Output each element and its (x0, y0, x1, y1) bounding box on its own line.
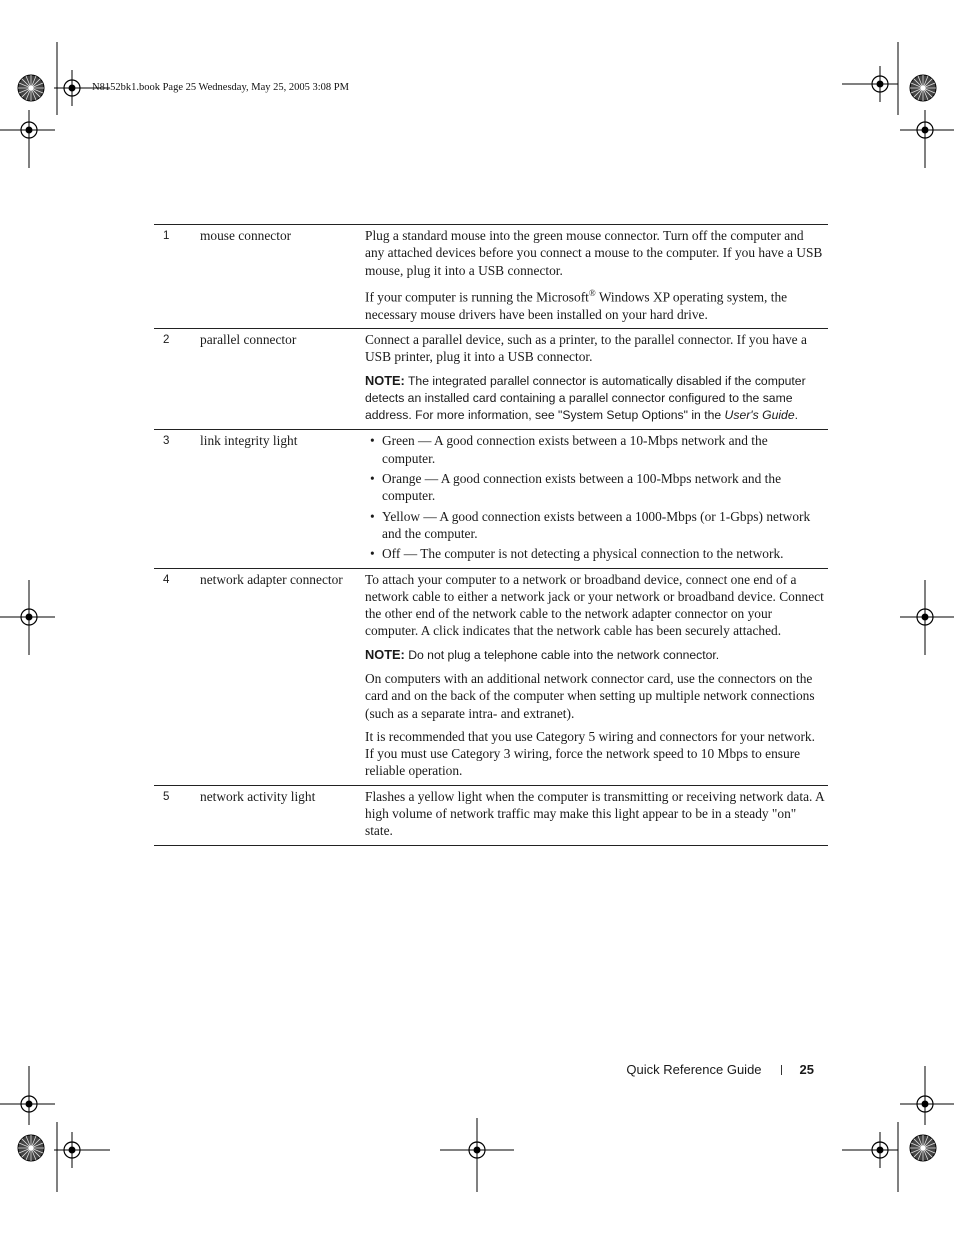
row-label: network adapter connector (200, 571, 343, 587)
row-label: parallel connector (200, 331, 297, 347)
bullet-list (365, 432, 824, 562)
page-number: 25 (799, 1062, 814, 1077)
list-item: • Yellow — A good connection exists between a 1000-Mbps (or 1-Gbps) network and the computer. (365, 508, 824, 543)
table-row (154, 430, 828, 568)
list-item: • Orange — A good connection exists between a 100-Mbps network and the computer. (365, 470, 824, 505)
row-label: network activity light (200, 788, 316, 804)
text: Windows XP operating system, the necessary mouse drivers have been installed on your hard drive. (365, 289, 788, 322)
note-text: Do not plug a telephone cable into the network connector. (404, 647, 720, 662)
footer-separator (781, 1065, 782, 1075)
paragraph: It is recommended that you use Category 5 wiring and connectors for your network. If you must use Category 3 wiring, force the network speed to 10 Mbps to ensure reliable operation. (365, 728, 815, 779)
paragraph: Flashes a yellow light when the computer is transmitting or receiving network data. A high volume of network traffic may make this light appear to be in a steady "on" state. (365, 788, 824, 839)
note (365, 646, 824, 664)
connector-table (154, 224, 828, 846)
text: If your computer is running the Microsoft (365, 289, 589, 305)
row-description (365, 430, 828, 568)
page-footer (560, 1062, 814, 1077)
table-row (154, 568, 828, 785)
registered-mark: ® (588, 287, 596, 298)
row-description (365, 785, 828, 845)
paragraph (365, 285, 824, 323)
table-row (154, 225, 828, 329)
footer-title: Quick Reference Guide (626, 1062, 762, 1077)
note-text: The integrated parallel connector is automatically disabled if the computer detects an installed card containing a parallel connector configured to the same address. For more information, see "System Setup Options" in the (365, 373, 806, 423)
list-item: • Off — The computer is not detecting a physical connection to the network. (365, 545, 824, 562)
row-number: 4 (163, 573, 170, 586)
row-number: 1 (163, 230, 170, 242)
note-label: NOTE: (365, 646, 405, 662)
table-row (154, 328, 828, 429)
row-label: link integrity light (200, 433, 298, 449)
row-description (365, 225, 828, 329)
paragraph: Connect a parallel device, such as a printer, to the parallel connector. If you have a USB printer, plug it into a USB connector. (365, 331, 807, 365)
note-text: . (794, 408, 798, 423)
list-item: • Green — A good connection exists between a 10-Mbps network and the computer. (365, 432, 824, 467)
row-number: 3 (163, 435, 170, 448)
row-number: 2 (163, 333, 170, 346)
table-row (154, 785, 828, 845)
row-label: mouse connector (200, 228, 292, 243)
print-slug: N8152bk1.book Page 25 Wednesday, May 25, 2005 3:08 PM (92, 82, 349, 93)
note-label: NOTE: (365, 372, 405, 388)
row-description (365, 568, 828, 785)
row-number: 5 (163, 790, 170, 803)
paragraph: On computers with an additional network connector card, use the connectors on the card and on the back of the computer when setting up multiple network connections (such as a separate intra- and extranet). (365, 671, 815, 721)
paragraph: To attach your computer to a network or broadband device, connect one end of a network cable to either a network jack or your network or broadband device. Connect the other end of the network cable to the network adapter connector on your computer. A click indicates that the network cable has been securely attached. (365, 571, 824, 639)
row-description (365, 328, 828, 429)
paragraph: Plug a standard mouse into the green mouse connector. Turn off the computer and any attached devices before you connect a mouse to the computer. If you have a USB mouse, plug it into a USB connector. (365, 228, 823, 278)
note-italic: User's Guide (724, 408, 795, 423)
note (365, 372, 824, 425)
